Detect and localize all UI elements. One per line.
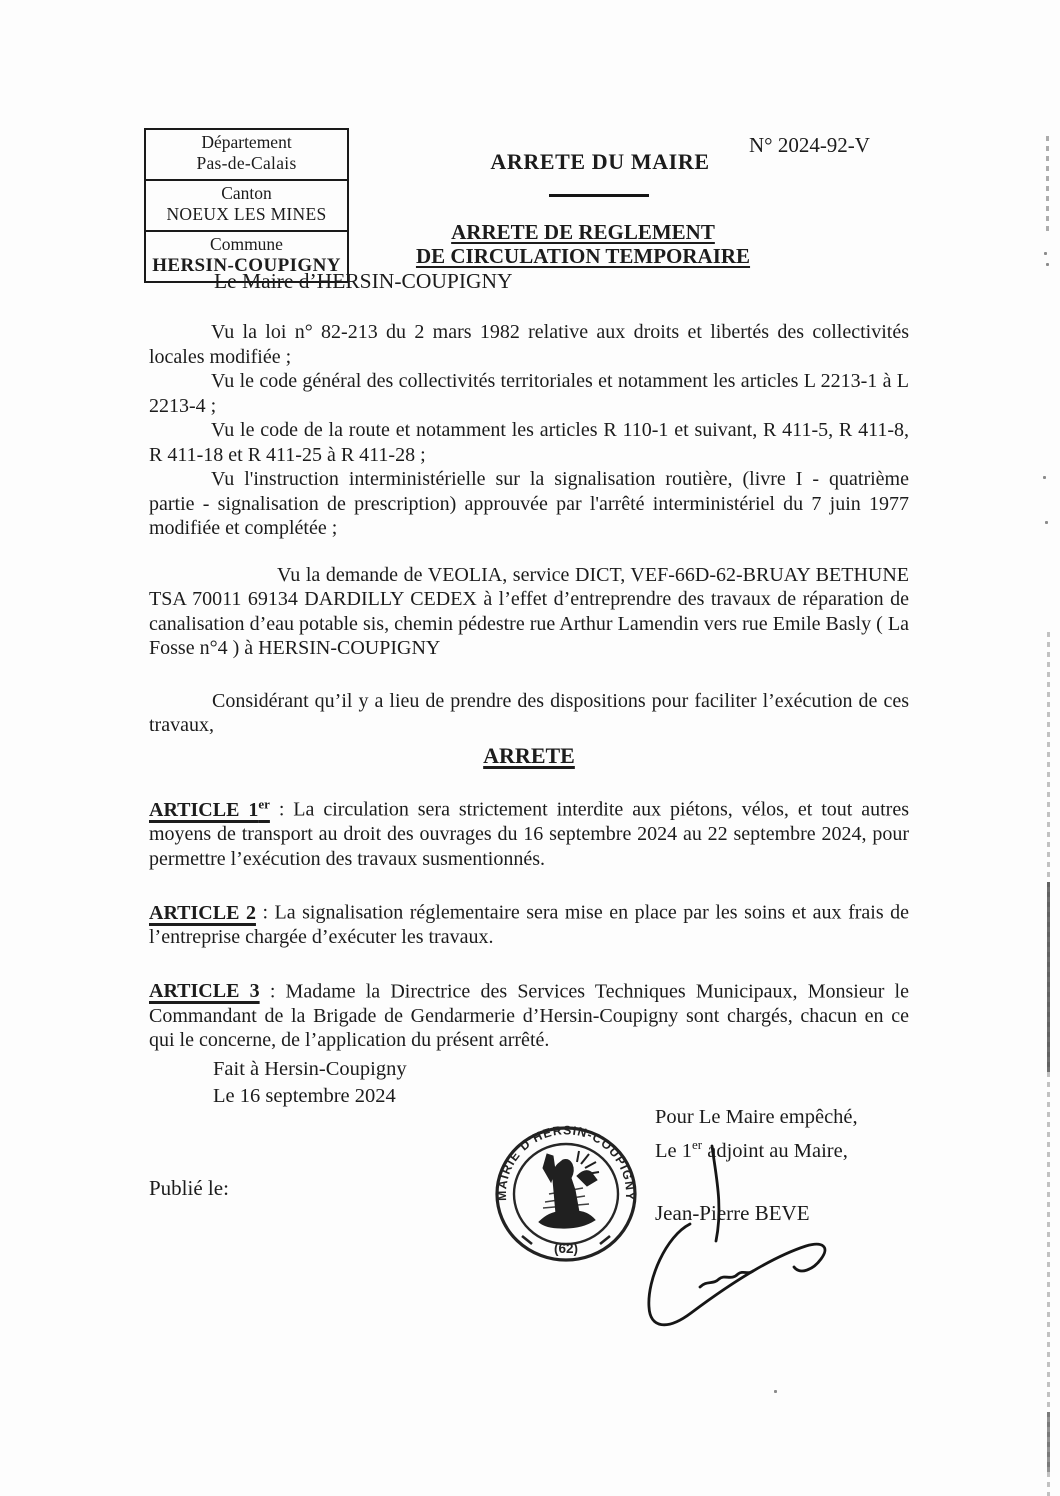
scan-artifact [1044, 252, 1047, 255]
recital-law: Vu la loi n° 82-213 du 2 mars 1982 relative aux droits et libertés des collectivités locales modifiée ; [149, 321, 909, 368]
stamp-department-code: (62) [553, 1241, 579, 1256]
title-divider [549, 194, 649, 197]
article-1-label: ARTICLE 1er [149, 796, 270, 821]
published-label: Publié le: [149, 1176, 229, 1200]
request-paragraph: Vu la demande de VEOLIA, service DICT, VEF-66D-62-BRUAY BETHUNE TSA 70011 69134 DARDILLY CEDEX à l’effet d’entreprendre des travaux de réparation de canalisation d’eau potable sis, chemin pédestre rue Arthur Lamendin vers rue Emile Basly ( La Fosse n°4 ) à HERSIN-COUPIGNY [149, 563, 909, 659]
signature-icon [600, 1130, 850, 1345]
made-at-block [213, 1056, 407, 1109]
article-2 [149, 895, 909, 950]
decree-subtitle [416, 220, 750, 268]
scan-artifact [1045, 521, 1048, 524]
canton-row [146, 179, 347, 230]
opening-line: Le Maire d’HERSIN-COUPIGNY [214, 269, 513, 293]
subtitle-line-1: ARRETE DE REGLEMENT [451, 220, 715, 244]
recital-instruction: Vu l'instruction interministérielle sur la signalisation routière, (livre I - quatrième partie - signalisation de prescription) approuvée par l'arrêté interministériel du 7 juin 1977 modifiée et complétée ; [149, 468, 909, 539]
commune-label: Commune [210, 234, 283, 254]
recital-code-route: Vu le code de la route et notamment les articles R 110-1 et suivant, R 411-5, R 411-8, R 411-18 et R 411-25 à R 411-28 ; [149, 419, 909, 466]
article-1 [149, 792, 909, 871]
decree-heading: ARRETE [483, 742, 575, 768]
article-3 [149, 974, 909, 1053]
scan-artifact [1046, 136, 1049, 236]
signer-name: Jean-Pierre BEVE [655, 1201, 810, 1225]
decree-body [149, 320, 909, 1053]
scan-artifact [1047, 1412, 1050, 1472]
commune-value: HERSIN-COUPIGNY [152, 255, 341, 276]
article-3-label: ARTICLE 3 [149, 980, 260, 1003]
department-label: Département [201, 132, 292, 152]
scan-artifact [1046, 263, 1049, 266]
department-row [146, 130, 347, 179]
scan-artifact [1047, 882, 1050, 1072]
article-1-text: : La circulation sera strictement interdite aux piétons, vélos, et tout autres moyens de transport au droit des ouvrages du 16 septembre 2024 au 22 septembre 2024, pour permettre l’exécution des travaux susmentionnés. [149, 798, 909, 870]
recital-cgct: Vu le code général des collectivités territoriales et notamment les articles L 2213-1 à L 2213-4 ; [149, 370, 909, 417]
article-2-label: ARTICLE 2 [149, 901, 256, 924]
delegation-line-1: Pour Le Maire empêché, [655, 1106, 858, 1128]
stamp-emblem [539, 1151, 599, 1228]
made-at-date: Le 16 septembre 2024 [213, 1084, 396, 1107]
department-value: Pas-de-Calais [196, 153, 297, 173]
jurisdiction-box [144, 128, 349, 283]
canton-value: NOEUX LES MINES [166, 204, 327, 224]
delegation-line-2: Le 1er adjoint au Maire, [655, 1137, 848, 1162]
scan-artifact [774, 1390, 777, 1393]
canton-label: Canton [221, 183, 272, 203]
scan-artifact [1043, 476, 1046, 479]
page-title: ARRETE DU MAIRE [490, 149, 710, 174]
article-2-text: : La signalisation réglementaire sera mise en place par les soins et aux frais de l’entreprise chargée d’exécuter les travaux. [149, 901, 909, 949]
decree-number: N° 2024-92-V [749, 133, 870, 157]
article-3-text: : Madame la Directrice des Services Techniques Municipaux, Monsieur le Commandant de la Brigade de Gendarmerie d’Hersin-Coupigny sont chargés, chacun en ce qui le concerne, de l’application du présent arrêté. [149, 980, 909, 1052]
considering-paragraph: Considérant qu’il y a lieu de prendre des dispositions pour faciliter l’exécution de ces travaux, [149, 689, 909, 736]
made-at-place: Fait à Hersin-Coupigny [213, 1058, 407, 1080]
stamp-ring-text: MAIRIE D'HERSIN-COUPIGNY [494, 1124, 638, 1202]
subtitle-line-2: DE CIRCULATION TEMPORAIRE [415, 244, 751, 268]
